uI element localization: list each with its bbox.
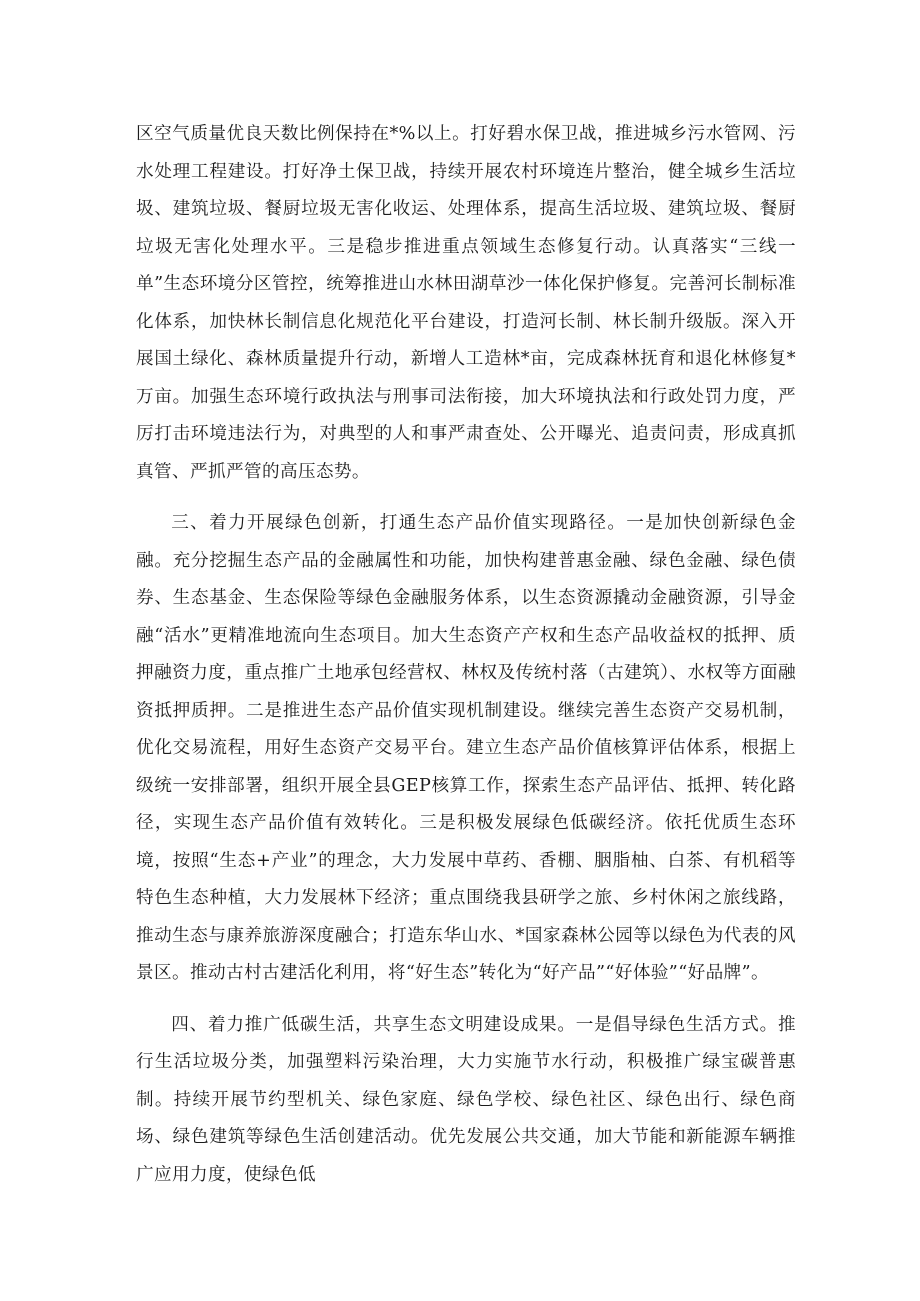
paragraph-continuation: 区空气质量优良天数比例保持在*%以上。打好碧水保卫战，推进城乡污水管网、污水处理工程建设。打好净土保卫战，持续开展农村环境连片整治，健全城乡生活垃圾、建筑垃圾、餐厨垃圾无害化收运、处理体系，提高生活垃圾、建筑垃圾、餐厨垃圾无害化处理水平。三是稳步推进重点领域生态修复行动。认真落实“三线一单”生态环境分区管控，统筹推进山水林田湖草沙一体化保护修复。完善河长制标准化体系，加快林长制信息化规范化平台建设，打造河长制、林长制升级版。深入开展国土绿化、森林质量提升行动，新增人工造林*亩，完成森林抚育和退化林修复*万亩。加强生态环境行政执法与刑事司法衔接，加大环境执法和行政处罚力度，严厉打击环境违法行为，对典型的人和事严肃查处、公开曝光、追责问责，形成真抓真管、严抓严管的高压态势。: [136, 124, 796, 482]
document-body: [136, 116, 796, 1194]
paragraph-section-four: 四、着力推广低碳生活，共享生态文明建设成果。一是倡导绿色生活方式。推行生活垃圾分类，加强塑料污染治理，大力实施节水行动，积极推广绿宝碳普惠制。持续开展节约型机关、绿色家庭、绿色学校、绿色社区、绿色出行、绿色商场、绿色建筑等绿色生活创建活动。优先发展公共交通，加大节能和新能源车辆推广应用力度，使绿色低: [136, 1014, 796, 1185]
paragraph-section-three: 三、着力开展绿色创新，打通生态产品价值实现路径。一是加快创新绿色金融。充分挖掘生态产品的金融属性和功能，加快构建普惠金融、绿色金融、绿色债券、生态基金、生态保险等绿色金融服务体系，以生态资源撬动金融资源，引导金融“活水”更精准地流向生态项目。加大生态资产产权和生态产品收益权的抵押、质押融资力度，重点推广土地承包经营权、林权及传统村落（古建筑）、水权等方面融资抵押质押。二是推进生态产品价值实现机制建设。继续完善生态资产交易机制，优化交易流程，用好生态资产交易平台。建立生态产品价值核算评估体系，根据上级统一安排部署，组织开展全县GEP核算工作，探索生态产品评估、抵押、转化路径，实现生态产品价值有效转化。三是积极发展绿色低碳经济。依托优质生态环境，按照“生态+产业”的理念，大力发展中草药、香棚、胭脂柚、白茶、有机稻等特色生态种植，大力发展林下经济；重点围绕我县研学之旅、乡村休闲之旅线路，推动生态与康养旅游深度融合；打造东华山水、*国家森林公园等以绿色为代表的风景区。推动古村古建活化利用，将“好生态”转化为“好产品”“好体验”“好品牌”。: [136, 513, 796, 983]
